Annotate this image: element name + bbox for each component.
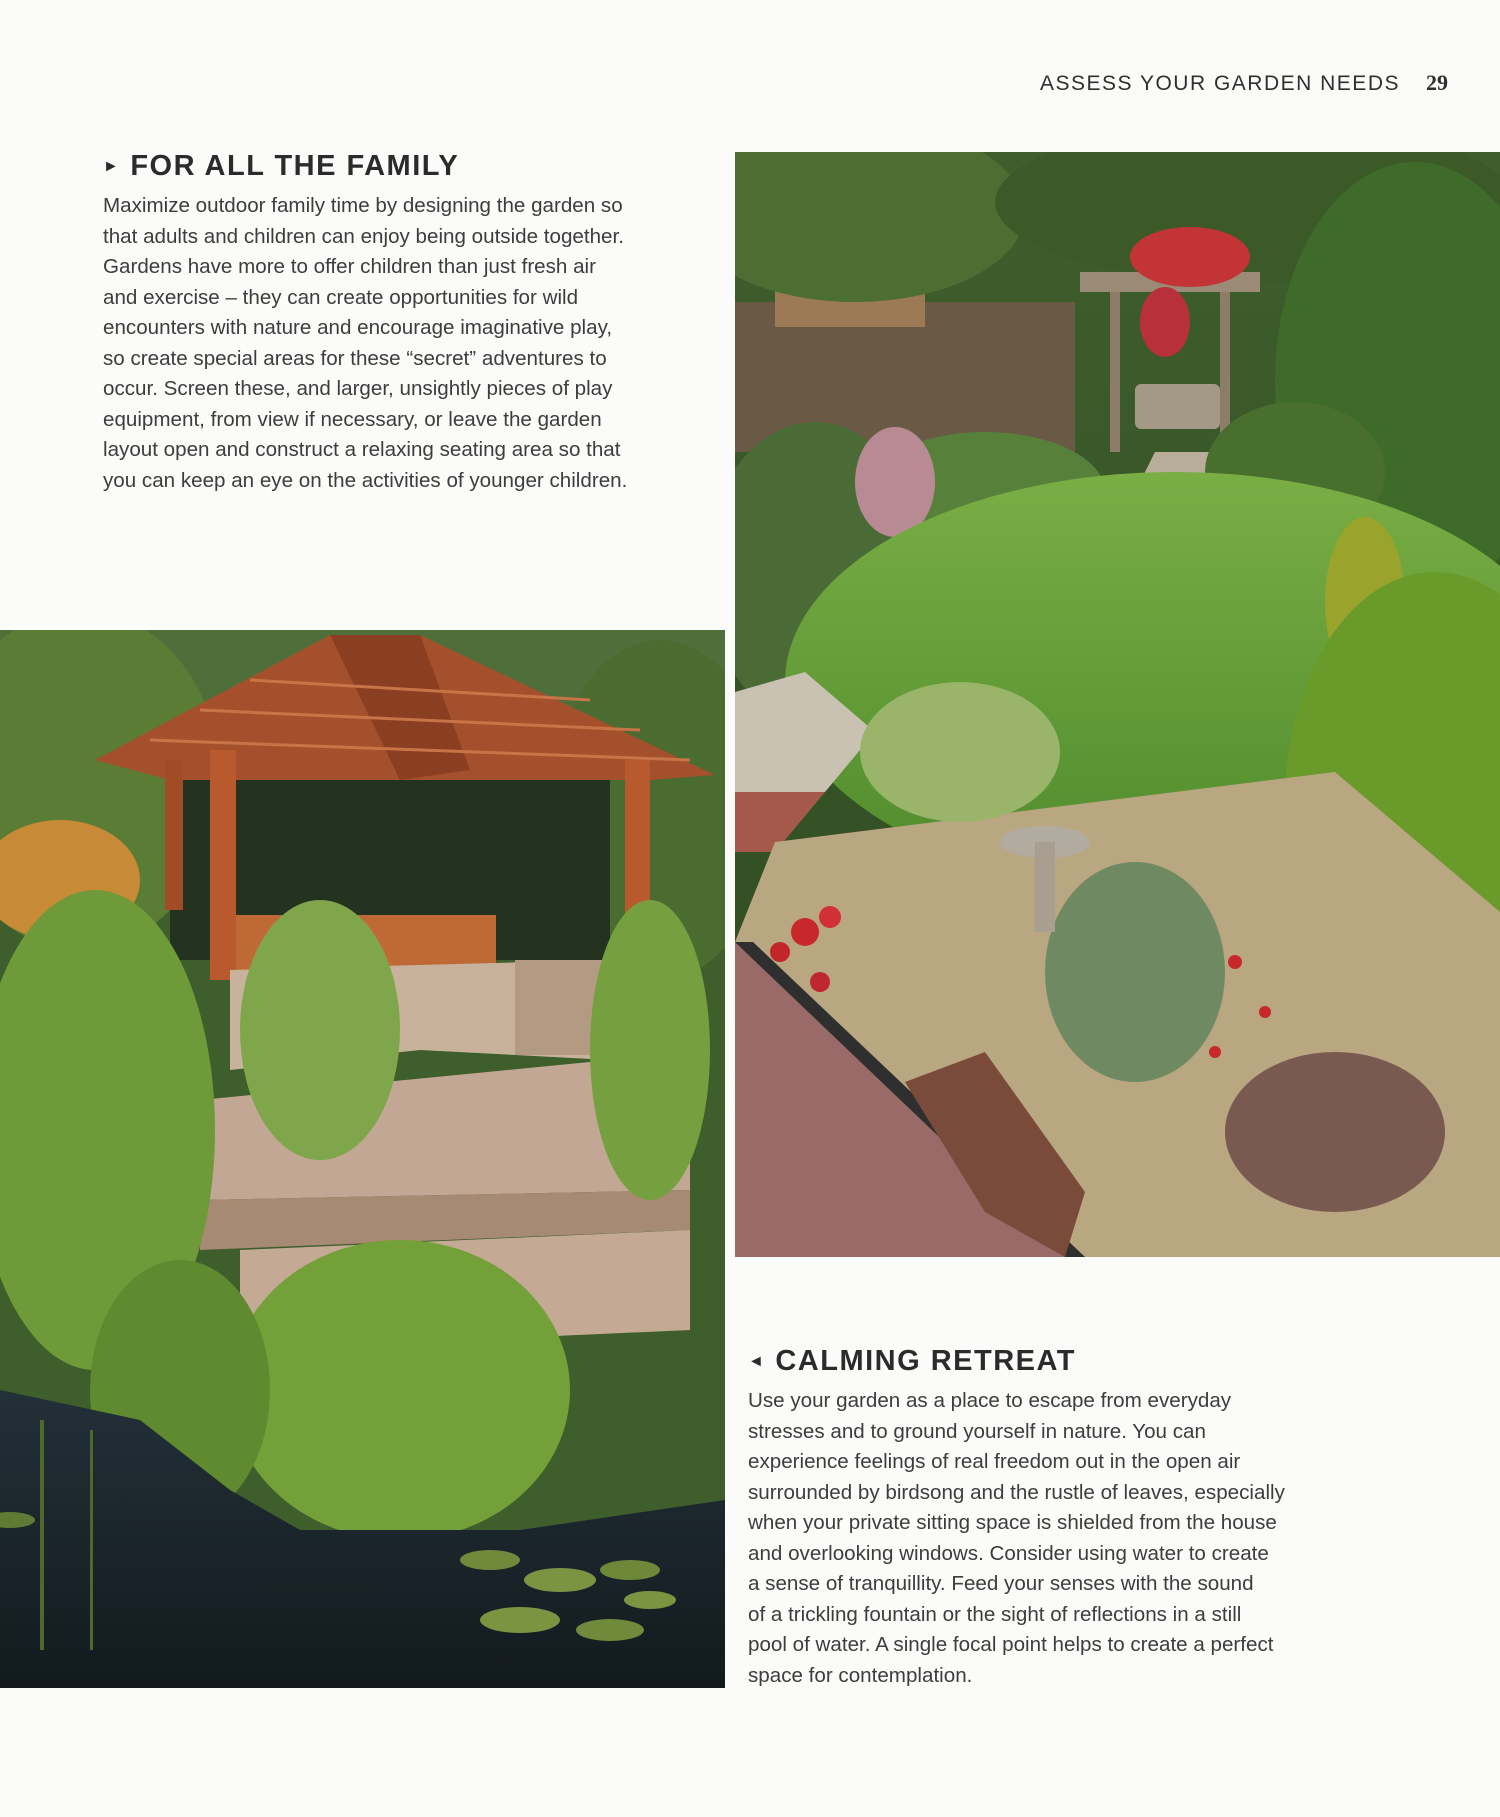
body-line: when your private sitting space is shielded from the house: [748, 1511, 1277, 1534]
left-arrow-icon: ◄: [748, 1352, 766, 1370]
body-line: space for contemplation.: [748, 1663, 973, 1687]
running-head-title: ASSESS YOUR GARDEN NEEDS: [1039, 72, 1400, 95]
gazebo-pond-photo: [0, 630, 725, 1688]
body-line: Maximize outdoor family time by designing the garden so: [103, 194, 623, 217]
family-section: [103, 150, 703, 496]
body-line: Use your garden as a place to escape from everyday: [748, 1389, 1232, 1412]
body-line: experience feelings of real freedom out in the open air: [748, 1450, 1241, 1473]
body-line: Gardens have more to offer children than just fresh air: [103, 255, 596, 278]
family-heading-text: FOR ALL THE FAMILY: [130, 150, 460, 182]
body-line: you can keep an eye on the activities of younger children.: [103, 468, 628, 492]
body-line: stresses and to ground yourself in nature. You can: [748, 1419, 1206, 1443]
body-line: of a trickling fountain or the sight of reflections in a still: [748, 1602, 1242, 1626]
body-line: and overlooking windows. Consider using water to create: [748, 1541, 1269, 1565]
body-line: pool of water. A single focal point helps to create a perfect: [748, 1633, 1274, 1656]
family-body: [103, 191, 703, 496]
body-line: so create special areas for these “secret” adventures to: [103, 346, 607, 370]
family-heading: [103, 150, 703, 183]
running-head: [1040, 70, 1448, 96]
body-line: a sense of tranquillity. Feed your senses with the sound: [748, 1572, 1254, 1595]
body-line: occur. Screen these, and larger, unsightly pieces of play: [103, 377, 613, 400]
body-line: equipment, from view if necessary, or leave the garden: [103, 407, 602, 431]
body-line: that adults and children can enjoy being outside together.: [103, 224, 624, 248]
right-arrow-icon: ►: [103, 157, 121, 175]
body-line: layout open and construct a relaxing seating area so that: [103, 438, 621, 461]
body-line: and exercise – they can create opportunities for wild: [103, 285, 579, 309]
page-number: 29: [1426, 70, 1448, 95]
retreat-heading: [748, 1345, 1388, 1378]
retreat-body: [748, 1386, 1388, 1691]
body-line: encounters with nature and encourage imaginative play,: [103, 316, 613, 339]
lawn-garden-photo: [735, 152, 1500, 1257]
retreat-section: [748, 1345, 1388, 1691]
body-line: surrounded by birdsong and the rustle of leaves, especially: [748, 1480, 1285, 1504]
retreat-heading-text: CALMING RETREAT: [775, 1345, 1077, 1377]
